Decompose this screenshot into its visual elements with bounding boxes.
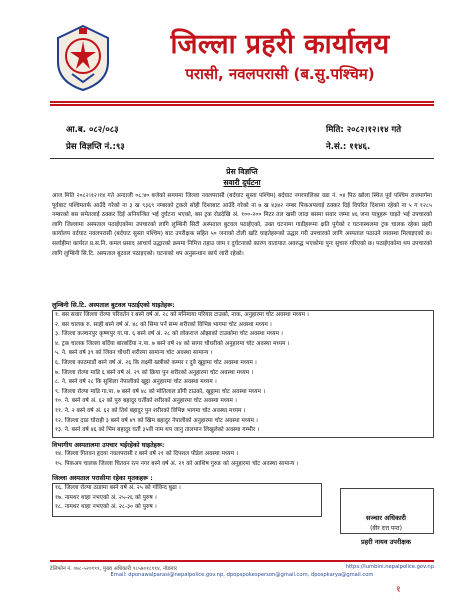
deceased-list bbox=[55, 484, 317, 513]
list-item: ९. जिल्ला रोल्पा माडि गा.पा. ७ बस्ने वर्ष ४८ को मोतिलाल डाँगी टाउको, खुट्टामा चोट अवस्था मध्यम । bbox=[55, 388, 266, 395]
office-title: जिल्ला प्रहरी कार्यालय bbox=[170, 29, 390, 60]
list-item: ४. ट्रक चालक जिल्ला बर्दिया बारबर्दिया न.पा. ७ बस्ने वर्ष २४ को सागर चौधरीको अनुहारमा चोट अवस्था मध्यम । bbox=[55, 340, 290, 347]
list-item: १६. जिल्ला रोल्पा ठाडामा बस्ने वर्ष अं. २५ को गोविन्द बुढा । bbox=[55, 485, 181, 491]
fiscal-year: आ.ब. ०८२/०८३ bbox=[66, 125, 119, 135]
footer-email[interactable]: Email: dponawalparasi@nepalpolice.gov.np, dpopspokesperson@gmail.com, dpospkarya@gmail.com bbox=[110, 572, 374, 578]
private-list bbox=[55, 450, 425, 469]
list-item: १२. जिल्ला दाङ घोराही ३ बस्ने वर्ष ४९ को खिम बहादुर नेपालीको अनुहारमा चोट अवस्था मध्यम । bbox=[55, 417, 258, 424]
signature-name: (वीर दत्त पन्त) bbox=[370, 525, 402, 532]
release-date: मिति: २०८२।१२।१४ गते bbox=[326, 125, 402, 135]
list-item: १४. जिल्ला गितवन हृदया नवलपरासी र बस्ने वर्ष २१ को दिपशल पौडेल अवस्था मध्यम । bbox=[55, 451, 239, 457]
list-item: १३. ने. बस्ने वर्ष ४६ को भिम बहादुर घर्ती ३५वी नाम थप जानु तालमान लिखुलेको अवस्था गम्भीर । bbox=[55, 427, 260, 434]
list-item: ५. ने. बस्ने वर्ष ३९ को जिवन चौधरी शरीरमा सामान्य चोट अवस्था सामान्य । bbox=[55, 350, 213, 357]
page-number: १ bbox=[396, 585, 401, 595]
list-item: १०. ने. बस्ने वर्ष अं. ६२ को पुरु बहादुर घर्तीको शरीरको अनुहारमा चोट अवस्था मध्यम । bbox=[55, 398, 237, 405]
signature-title: सञ्चार अधिकारी bbox=[366, 514, 406, 522]
reference-number: ने.सं.: ११४६. bbox=[326, 142, 371, 152]
list-item: ८. ने. बस्ने वर्ष २८ कि सुशिला नेपालीको खुट्टा अनुहारमा चोट अवस्था मध्यम । bbox=[55, 379, 217, 386]
deceased-list-title: जिल्ला अस्पताल परासीमा रहेका मृतकहरू : bbox=[52, 475, 153, 482]
list-item: ६. जिल्ला काठमाडौं बस्ने वर्ष अं. २६ कि लक्ष्मी खत्रीको कम्मर र दुवै खुट्टामा चोट अवस्था मध्यम । bbox=[55, 359, 257, 366]
list-item: १५. पिकअप चालक जिल्ला चितवन रत्न नगर बस्ने वर्ष अं. २९ को आशिष गुरुङ को अनुहारमा चोट अवस्था सामान्य । bbox=[55, 460, 299, 467]
footer-line-1 bbox=[50, 564, 434, 572]
injured-list bbox=[55, 311, 425, 436]
list-item: ३. जिल्ला कञ्चनपुर कृष्णपुर गा.पा. ६ बस्ने वर्ष अं. २८ को लोकराज ओझाको टाउकोमा चोट अवस्था मध्यम । bbox=[55, 331, 283, 338]
nepal-police-emblem-icon bbox=[52, 24, 114, 92]
meta-divider bbox=[50, 158, 434, 159]
press-heading: सवारी दुर्घटना bbox=[223, 178, 261, 187]
list-item: १. बस सवार जिल्ला रोल्पा परिवर्तन र बस्ने वर्ष अं. २८ को मनिमाया परियार टाउको, नाक, अनुहारमा चोट अवस्था मध्यम । bbox=[55, 312, 309, 318]
header-divider-2 bbox=[50, 104, 434, 106]
footer-divider bbox=[50, 560, 434, 562]
office-subtitle: परासी, नवलपरासी (ब.सु.पश्चिम) bbox=[185, 65, 375, 83]
footer-line-2 bbox=[50, 572, 434, 578]
list-item: ७. जिल्ला रोल्पा माडि ६ बस्ने वर्ष अं. २९ को क्रिया पुन शरीरको अनुहारमा चोट अवस्था मध्यम । bbox=[55, 369, 254, 376]
incident-paragraph: आज मिति २०८२।१२।१४ गते अन्दाजी ०८:४० बजेको समयमा जिल्ला नवलपरासी (बर्दघाट सुस्ता पश्चिम) बर्दघाट नगरपालिका वडा नं. ०४ पिठ खोला स्थित पूर्व पश्चिम राजमार्गमा पूर्वबाट पश्चिमतर्फ आउँदै गरेको ना ३ ख ९३६९ नम्बरको ट्रकले सोही दिशाबाट आउँदै गरेको ना ७ ख ४३४२ नम्बर पिकअपलाई ठक्कर दिई विपरित दिशामा रहेको ना ५ ग १२८५ नम्बरको बस समेतलाई ठक्कर दिई अनियन्त्रित भई दुर्घटना भएको, बस ट्रक रोडदेखि अं. १००-२०० मिटर तल खसी जादा बसमा सवार जम्मा ४६ जना यात्रुहरू घाइते भई उपचारको लागि जिल्लामा अस्पताल पठाईएकोमा उपचारको लागि लुम्बिनी सिटी अस्पताल बुटवल पठाईएको, उक्त घटनामा गाडीहरूमा क्षति पुगेको र घटनास्थलमा ट्रक चालक रहेका प्रहरी कार्यालय वर्दघाट नवलपरासी (बर्दघाट सुस्ता पश्चिम) बाट उपरीक्षक सहित ५० जनाको टोली खटि घाइतेहरूको उद्धार गरी उपचारको लागि अस्पताल पठाउने व्यवस्था मिलाइएको छ। सर्लाहीमा कार्यरत प्र.स.नि. कमल प्रसाद आचार्य उद्धारको क्रममा निमित्त तहाउ जाम र दुर्घटनाको कारण यातायात अवरुद्ध भएकोमा पुनः सुचारु गरिएको छ। पठाईएकोमा थप उपचारको लागि लुम्बिनी सि.टि. अस्पताल बुटवल पठाइएको। घटनाको थप अनुसन्धान कार्य जारी रहेको। bbox=[52, 193, 432, 257]
footer-phone: टेलिफोन नं. ०७८-५२०१९९, मुख्य अधिकारी ९८५७०१८११४, नोडलार bbox=[50, 566, 177, 572]
list-item: २. बस चालक रु. साही बस्ने वर्ष अं. ४८ को सिमा पर्ने सम्म शरीरको विभिन्न भागमा चोट अवस्था मध्यम । bbox=[55, 321, 272, 328]
release-number: प्रेस विज्ञप्ति नं.:९३ bbox=[66, 142, 125, 152]
list-item: १८. नामथर थाहा नभएको अं. २८-३० को पुरुष । bbox=[55, 504, 157, 511]
signature-rank: प्रहरी नायव उपरीक्षक bbox=[361, 538, 411, 546]
private-list-title: विभागीय अस्पतालमा उपचार भईरहेको घाइतेहरू: bbox=[52, 442, 165, 449]
list-item: ११. ने. २ बस्ने वर्ष अं. ६२ को तिर्थ बहादुर पुन शरीरको विभिन्न भागमा चोट अवस्था मध्यम । bbox=[55, 407, 246, 414]
list-item: १७. नामथर थाहा नभएको अं. २५-२६ को पुरुष । bbox=[55, 494, 157, 501]
footer-website[interactable]: https://lumbini.nepalpolice.gov.np bbox=[345, 564, 434, 570]
header-divider bbox=[50, 101, 434, 103]
injured-list-title: लुम्बिनी सि.टि. अस्पताल बुटवल पठाईएको घाइतेहरू: bbox=[52, 302, 175, 309]
press-label: प्रेस विज्ञप्ति bbox=[226, 167, 258, 176]
